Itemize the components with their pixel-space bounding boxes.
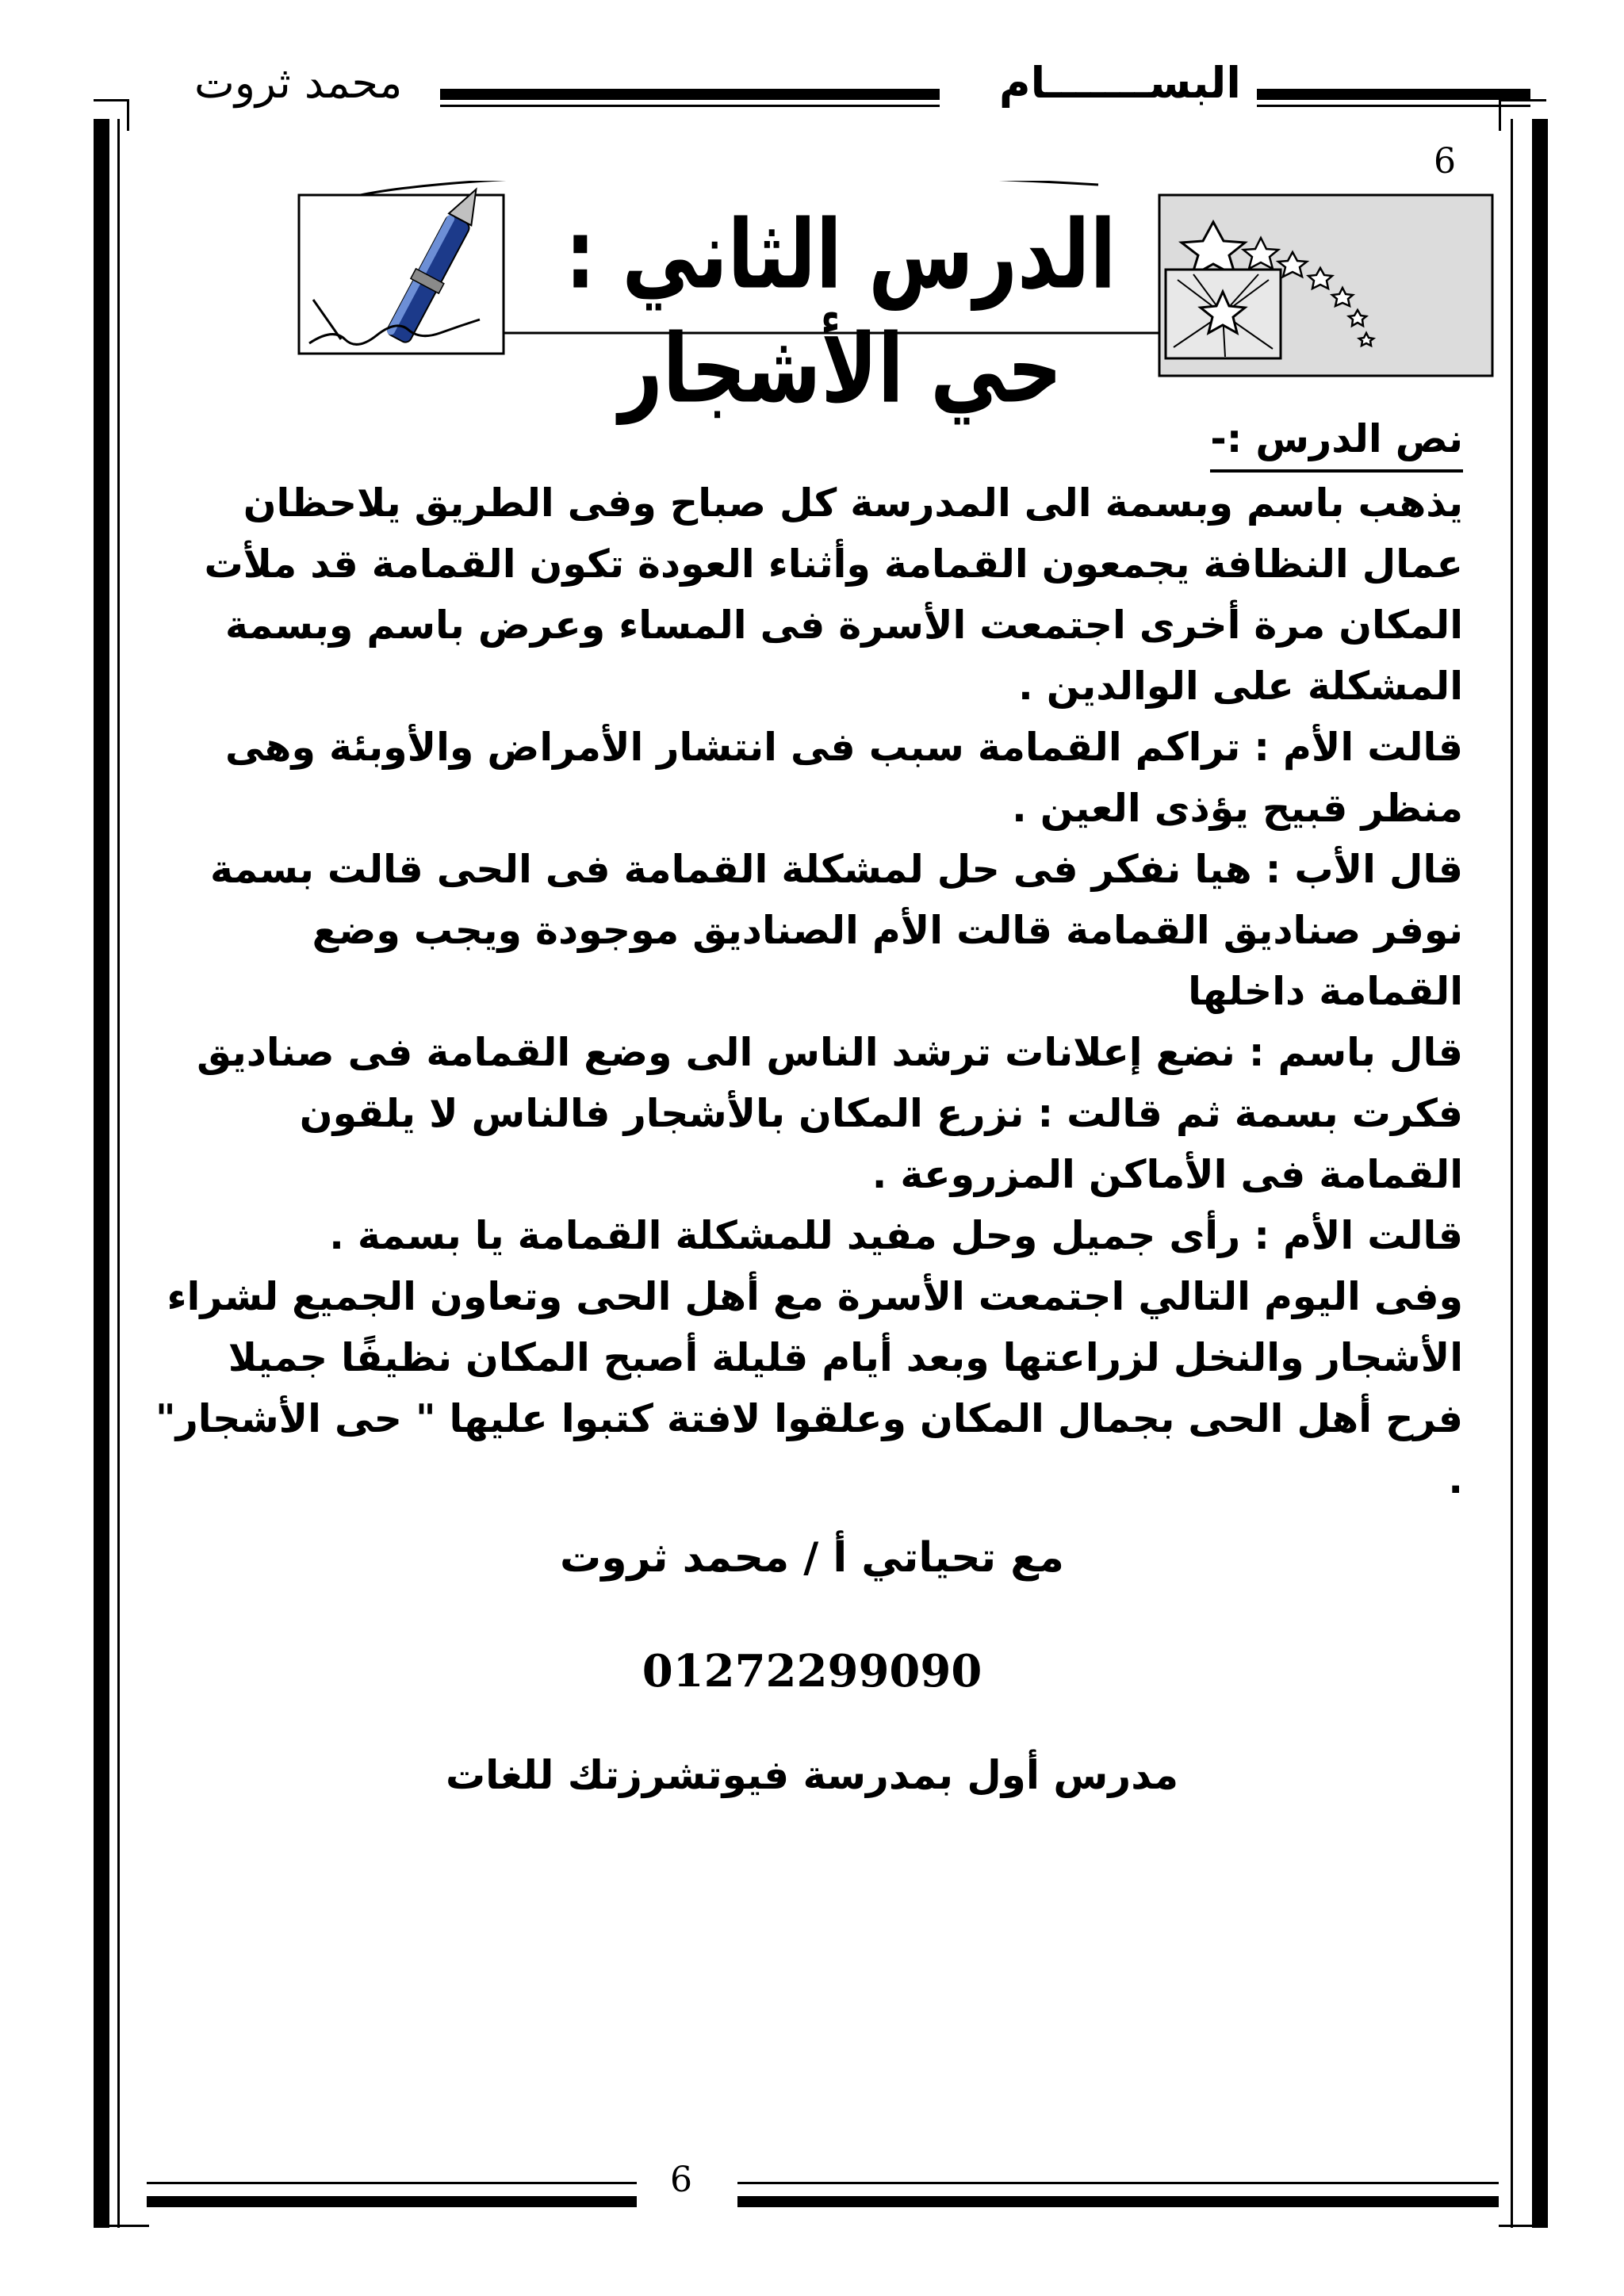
frame-bottom-right-thick: [737, 2196, 1499, 2207]
paragraph: فكرت بسمة ثم قالت : نزرع المكان بالأشجار فالناس لا يلقون القمامة فى الأماكن المزروعة .: [299, 1091, 1463, 1197]
frame-right-top-corner-v: [1499, 99, 1501, 131]
paragraph: يذهب باسم وبسمة الى المدرسة كل صباح وفى الطريق يلاحظان عمال النظافة يجمعون القمامة وأثناء العودة تكون القمامة قد ملأت المكان مرة أخرى اجتمعت الأسرة فى المساء وعرض باسم وبسمة المشكلة على الوالدين .: [204, 480, 1463, 709]
paragraph: قال الأب : هيا نفكر فى حل لمشكلة القمامة فى الحى قالت بسمة نوفر صناديق القمامة قالت الأم الصناديق موجودة ويجب وضع القمامة داخلها: [210, 847, 1463, 1014]
frame-right-thin: [1511, 119, 1513, 2228]
lesson-body: [155, 408, 1463, 1510]
header-author: محمد ثروت: [194, 58, 403, 108]
frame-bottom-left-thin: [147, 2182, 637, 2184]
frame-left-top-corner: [94, 99, 129, 101]
frame-bottom-right-thin: [737, 2182, 1499, 2184]
paragraph: قالت الأم : رأى جميل وحل مفيد للمشكلة القمامة يا بسمة .: [329, 1213, 1463, 1258]
header-rule-right: [1257, 89, 1530, 100]
header-rule-left-thin: [440, 105, 940, 107]
signature-greeting: مع تحياتي أ / محمد ثروت: [560, 1534, 1064, 1582]
signature-phone: 01272299090: [642, 1645, 982, 1697]
frame-bottom-corner-left: [94, 2225, 149, 2227]
header-rule-right-thin: [1257, 105, 1530, 107]
header-subject: البســـــــام: [999, 58, 1241, 108]
shooting-stars-icon: [1159, 195, 1492, 376]
paragraph: قالت الأم : تراكم القمامة سبب فى انتشار الأمراض والأوبئة وهى منظر قبيح يؤذى العين .: [224, 725, 1463, 831]
frame-left-top-corner-v: [127, 99, 129, 131]
frame-right-top-corner: [1499, 99, 1546, 101]
signature-role: مدرس أول بمدرسة فيوتشرزتك للغات: [445, 1752, 1179, 1798]
page-number-bottom: 6: [670, 2160, 692, 2200]
pen-icon: [299, 182, 504, 354]
frame-left-thin: [117, 119, 120, 2228]
frame-bottom-left-thick: [147, 2196, 637, 2207]
lesson-title: الدرس الثاني : حي الأشجار: [565, 199, 1116, 425]
frame-left-thick: [94, 119, 109, 2228]
frame-bottom-corner-right: [1499, 2225, 1548, 2227]
text-heading: نص الدرس :-: [1210, 408, 1463, 473]
page-number-top: 6: [1434, 141, 1456, 182]
paragraph: قال باسم : نضع إعلانات ترشد الناس الى وضع القمامة فى صناديق: [197, 1030, 1463, 1075]
frame-right-thick: [1532, 119, 1548, 2228]
header-rule-left: [440, 89, 940, 100]
paragraph: وفى اليوم التالي اجتمعت الأسرة مع أهل الحى وتعاون الجميع لشراء الأشجار والنخل لزراعتها وبعد أيام قليلة أصبح المكان نظيفًا جميلا فرح أهل الحى بجمال المكان وعلقوا لافتة كتبوا عليها " حى الأشجار" .: [155, 1274, 1463, 1502]
